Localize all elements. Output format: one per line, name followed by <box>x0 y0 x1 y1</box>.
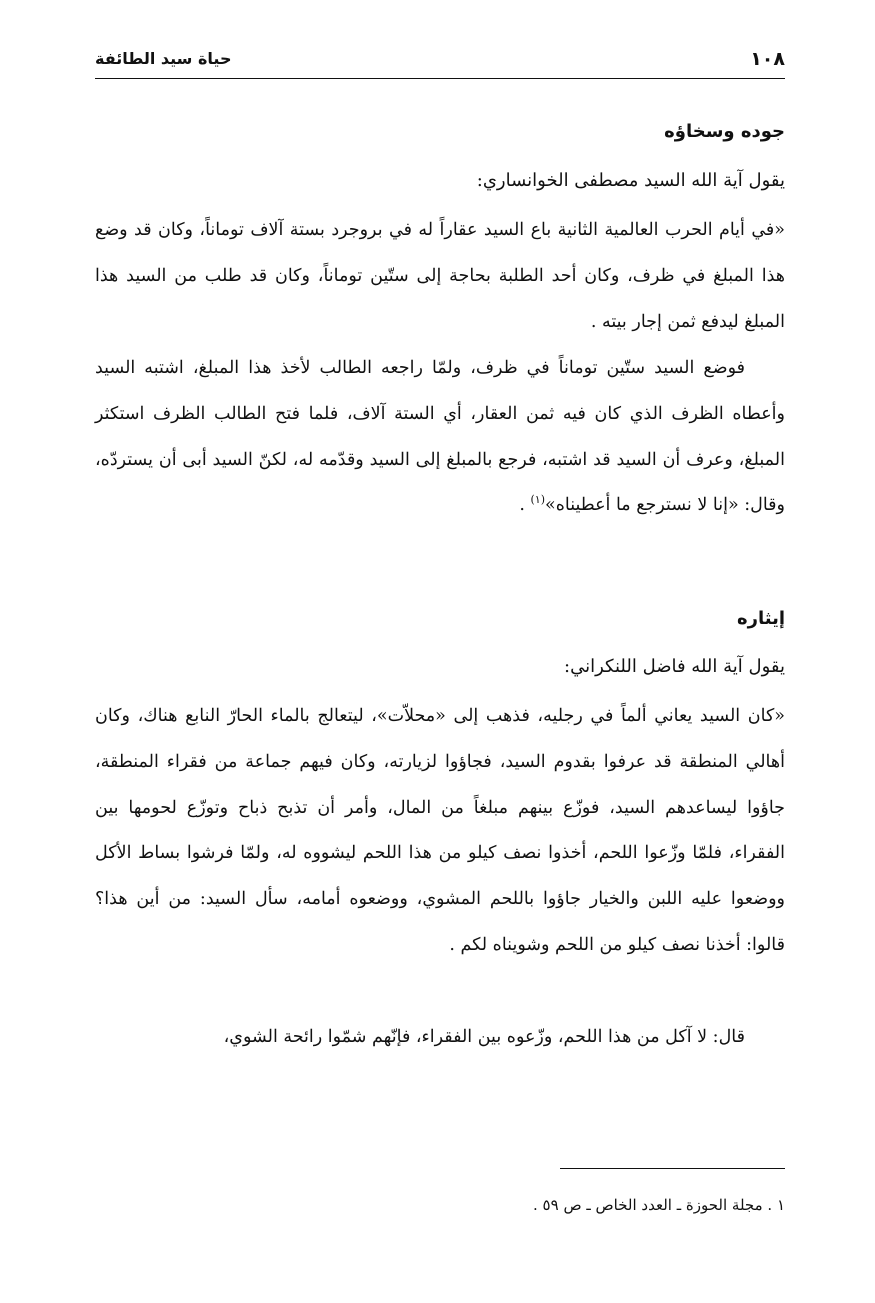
paragraph: قال: لا آكل من هذا اللحم، وزّعوه بين الفقراء، فإنّهم شمّوا رائحة الشوي، <box>223 1027 745 1047</box>
footnote-divider <box>560 1168 785 1169</box>
paragraph: «في أيام الحرب العالمية الثانية باع السيد عقاراً له في بروجرد بستة آلاف توماناً، وكان قد وضع هذا المبلغ في ظرف، وكان أحد الطلبة بحاجة إلى ستّين توماناً، وكان قد طلب من السيد هذا المبلغ ليدفع ثمن إجار بيته . <box>95 220 785 332</box>
footnote: ١ . مجلة الحوزة ـ العدد الخاص ـ ص ٥٩ . <box>533 1196 785 1214</box>
section-title-altruism: إيثاره <box>736 608 785 629</box>
running-header <box>95 44 785 79</box>
section-intro-khwansari: يقول آية الله السيد مصطفى الخوانساري: <box>476 170 785 191</box>
page-number: ١٠٨ <box>750 48 785 70</box>
running-title: حياة سيد الطائفة <box>95 49 232 68</box>
paragraph <box>95 346 785 529</box>
book-page <box>95 0 785 1303</box>
footnote-marker: (١) <box>530 493 545 507</box>
section-title-generosity: جوده وسخاؤه <box>664 121 785 142</box>
paragraph-text: فوضع السيد ستّين توماناً في ظرف، ولمّا راجعه الطالب لأخذ هذا المبلغ، اشتبه السيد وأعطاه الظرف الذي كان فيه ثمن العقار، أي الستة آلاف، فلما فتح الطالب الظرف استكثر المبلغ، وعرف أن السيد قد اشتبه، فرجع بالمبلغ إلى السيد وقدّمه له، لكنّ السيد أبى أن يستردّه، وقال: «إنا لا نسترجع ما أعطيناه» <box>95 358 785 516</box>
paragraph-end: . <box>519 495 531 516</box>
section-intro-lankarani: يقول آية الله فاضل اللنكراني: <box>564 656 785 677</box>
paragraph: «كان السيد يعاني ألماً في رجليه، فذهب إلى «محلاّت»، ليتعالج بالماء الحارّ النابع هناك، وكان أهالي المنطقة قد عرفوا بقدوم السيد، فجاؤوا لزيارته، وكان فيهم جماعة من فقراء المنطقة، جاؤوا ليساعدهم السيد، فوزّع بينهم مبلغاً من المال، وأمر أن تذبح ذباح وتوزّع لحومها بين الفقراء، فلمّا وزّعوا اللحم، أخذوا نصف كيلو من هذا اللحم ليشووه له، ولمّا فرشوا بساط الأكل ووضعوا عليه اللبن والخيار جاؤوا باللحم المشوي، ووضعوه أمامه، سأل السيد: من أين هذا؟ قالوا: أخذنا نصف كيلو من اللحم وشويناه لكم . <box>95 706 785 955</box>
